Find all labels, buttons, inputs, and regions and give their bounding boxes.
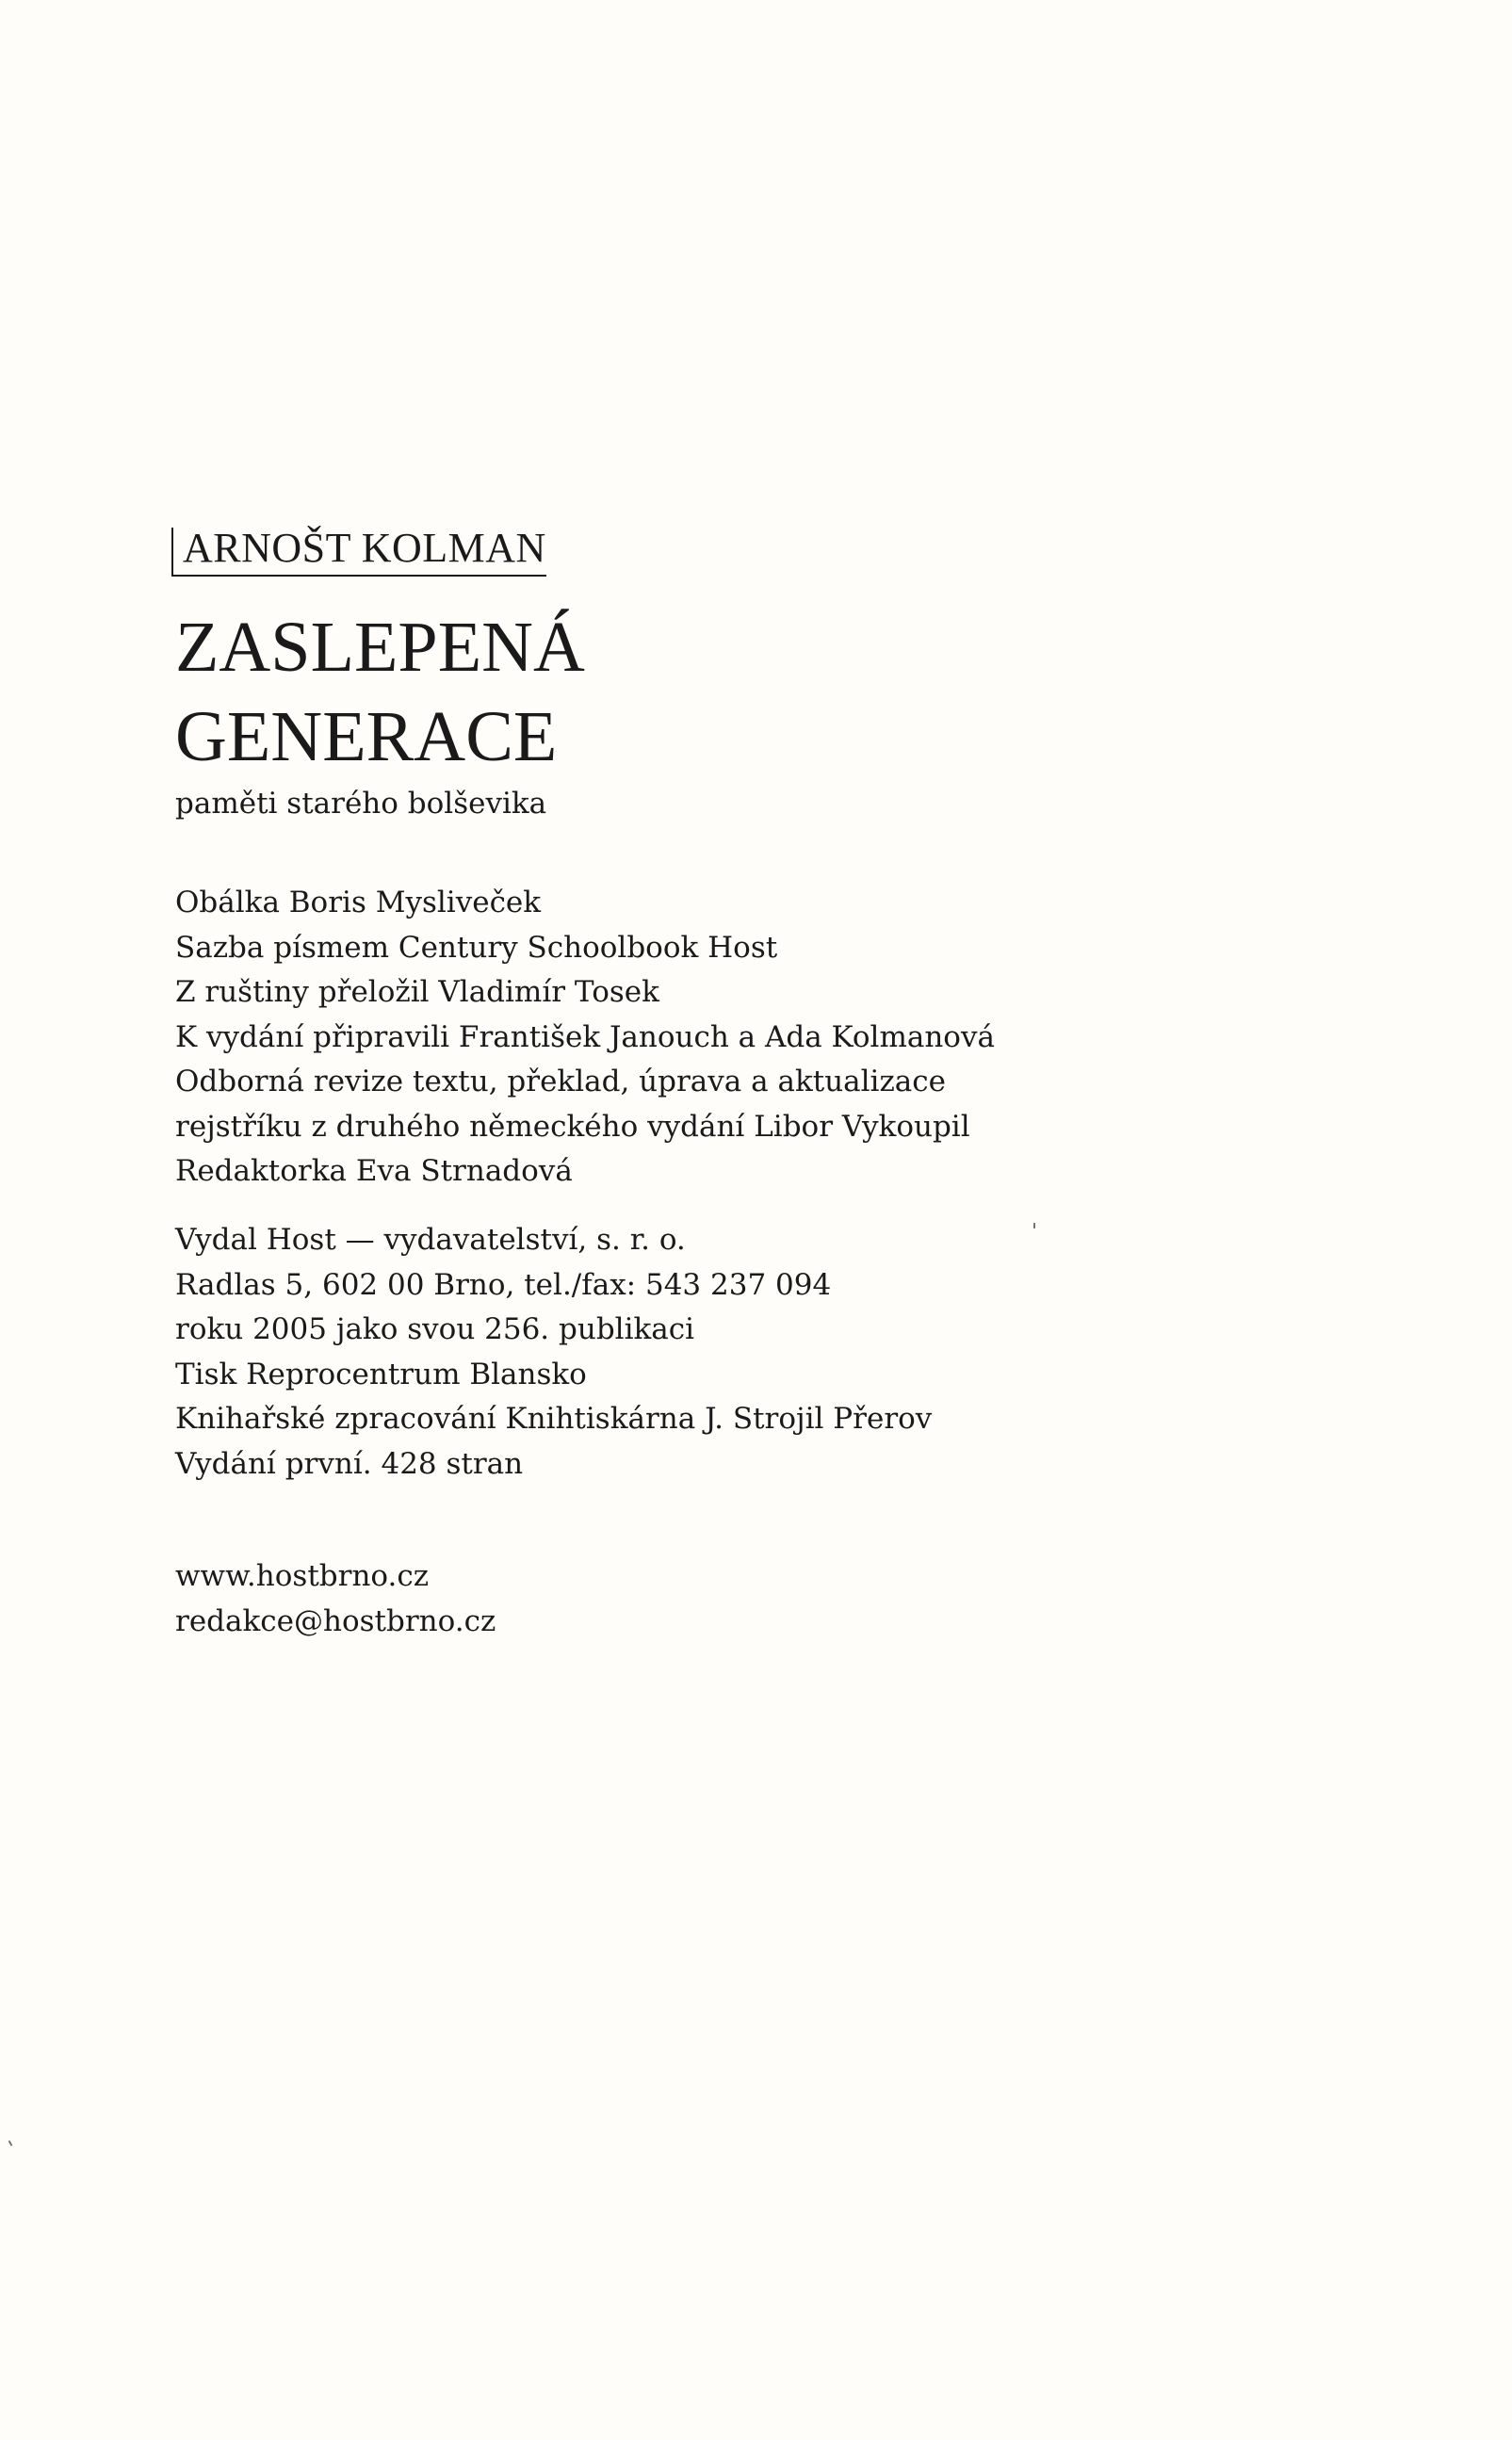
publisher-info <box>175 1218 932 1487</box>
credit-line: K vydání připravili František Janouch a Ada Kolmanová <box>175 1019 995 1054</box>
book-subtitle: paměti starého bolševika <box>175 787 547 821</box>
publisher-line: Knihařské zpracování Knihtiskárna J. Strojil Přerov <box>175 1402 933 1436</box>
credit-line: Redaktorka Eva Strnadová <box>175 1154 573 1188</box>
scan-speck <box>1033 1223 1035 1228</box>
contact-links <box>175 1554 496 1644</box>
book-title <box>175 603 585 782</box>
book-title-line-1: ZASLEPENÁ <box>175 608 585 687</box>
publisher-line: Vydal Host — vydavatelství, s. r. o. <box>175 1223 686 1257</box>
publisher-line: Vydání první. 428 stran <box>175 1446 524 1481</box>
credit-line: Obálka Boris Mysliveček <box>175 886 542 919</box>
credit-line: Z ruštiny přeložil Vladimír Tosek <box>175 975 659 1009</box>
credit-line: rejstříku z druhého německého vydání Libor Vykoupil <box>175 1109 970 1144</box>
credit-line: Odborná revize textu, překlad, úprava a aktualizace <box>175 1065 946 1098</box>
author-name: ARNOŠT KOLMAN <box>171 528 546 577</box>
publisher-line: Tisk Reprocentrum Blansko <box>175 1357 587 1391</box>
credit-line: Sazba písmem Century Schoolbook Host <box>175 930 778 965</box>
book-title-line-2: GENERACE <box>175 697 558 776</box>
publisher-line: Radlas 5, 602 00 Brno, tel./fax: 543 237 094 <box>175 1267 832 1302</box>
website-url: www.hostbrno.cz <box>175 1559 430 1593</box>
publisher-line: roku 2005 jako svou 256. publikaci <box>175 1312 695 1346</box>
scan-speck <box>8 2140 13 2146</box>
email-address: redakce@hostbrno.cz <box>175 1603 496 1638</box>
credits-list <box>175 881 995 1195</box>
